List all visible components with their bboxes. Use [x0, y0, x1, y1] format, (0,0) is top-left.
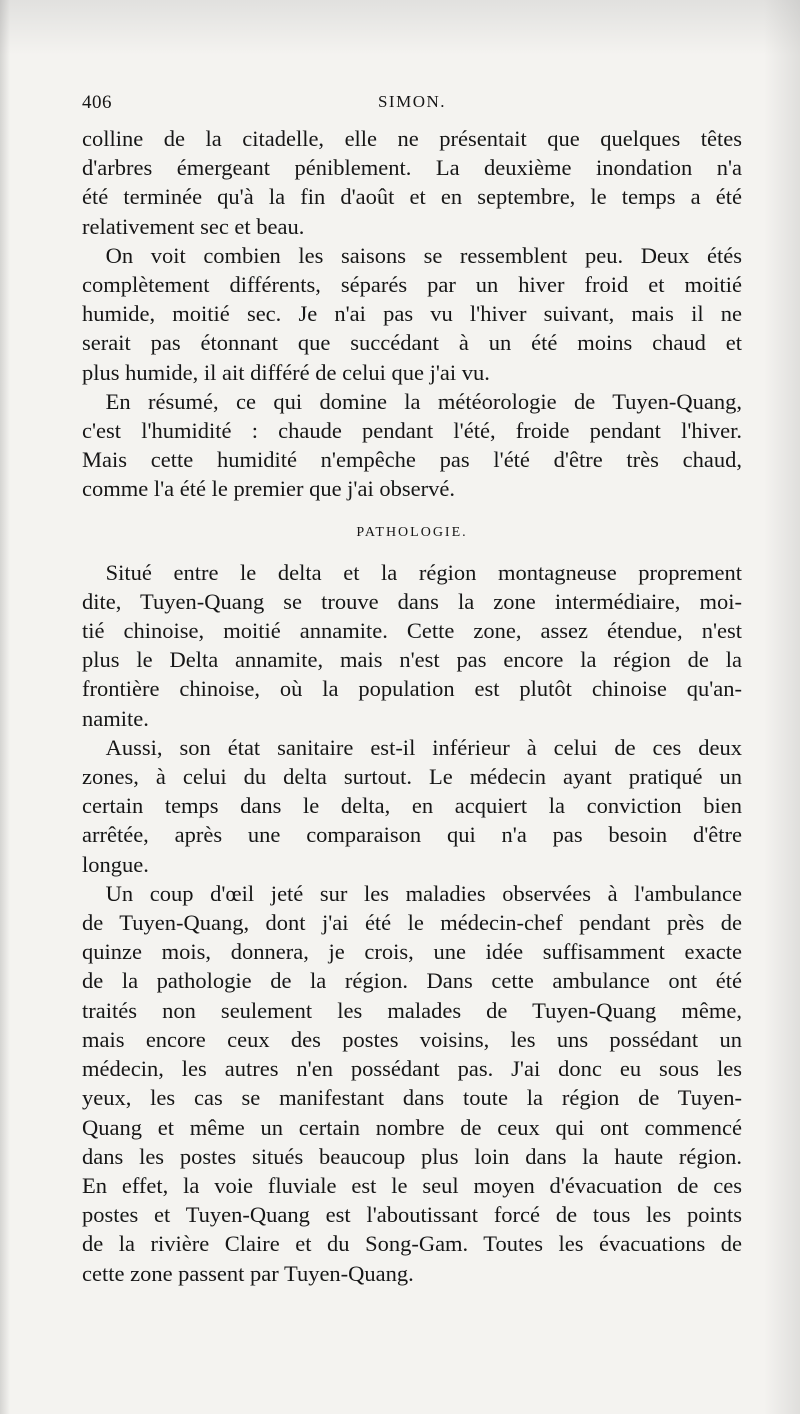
text-line: En résumé, ce qui domine la météorologie de Tuyen-Quang, — [105, 388, 742, 414]
text-line: mais encore ceux des postes voisins, les uns possédant un — [82, 1026, 742, 1052]
text-line: yeux, les cas se manifestant dans toute la région de Tuyen- — [82, 1085, 742, 1111]
text-line: Quang et même un certain nombre de ceux qui ont commencé — [82, 1114, 742, 1140]
paragraph — [82, 879, 742, 1288]
text-line: c'est l'humidité : chaude pendant l'été, froide pendant l'hiver. — [82, 418, 742, 444]
text-line: certain temps dans le delta, en acquiert la conviction bien — [82, 793, 742, 819]
paragraphs-before-heading — [82, 124, 742, 504]
running-title: SIMON. — [377, 92, 447, 111]
text-line: traités non seulement les malades de Tuyen-Quang même, — [82, 997, 742, 1023]
paragraph — [82, 387, 742, 504]
page-left-shadow — [0, 0, 10, 1414]
text-line: quinze mois, donnera, je crois, une idée suffisamment exacte — [82, 939, 742, 965]
text-line: de Tuyen-Quang, dont j'ai été le médecin-chef pendant près de — [82, 910, 742, 936]
text-line: humide, moitié sec. Je n'ai pas vu l'hiver suivant, mais il ne — [82, 301, 742, 327]
text-line: Aussi, son état sanitaire est-il inférieur à celui de ces deux — [105, 734, 742, 760]
text-line: relativement sec et beau. — [82, 213, 305, 239]
paragraph — [82, 241, 742, 387]
page-right-shadow — [764, 0, 800, 1414]
paragraph — [82, 733, 742, 879]
paragraph — [82, 558, 742, 733]
text-line: dite, Tuyen-Quang se trouve dans la zone intermédiaire, moi- — [82, 588, 742, 614]
text-line: Situé entre le delta et la région montagneuse proprement — [105, 559, 742, 585]
text-line: comme l'a été le premier que j'ai observé. — [82, 476, 455, 502]
text-line: plus humide, il ait différé de celui que j'ai vu. — [82, 359, 490, 385]
text-line: Un coup d'œil jeté sur les maladies observées à l'ambulance — [105, 880, 742, 906]
text-line: serait pas étonnant que succédant à un été moins chaud et — [82, 330, 742, 356]
paragraph — [82, 124, 742, 241]
text-line: zones, à celui du delta surtout. Le médecin ayant pratiqué un — [82, 764, 742, 790]
text-line: été terminée qu'à la fin d'août et en septembre, le temps a été — [82, 184, 742, 210]
text-line: colline de la citadelle, elle ne présentait que quelques têtes — [82, 126, 742, 151]
body-text — [82, 124, 742, 1288]
text-line: arrêtée, après une comparaison qui n'a pas besoin d'être — [82, 822, 742, 848]
text-line: longue. — [82, 851, 149, 877]
text-line: d'arbres émergeant péniblement. La deuxième inondation n'a — [82, 155, 742, 181]
page-number: 406 — [82, 92, 112, 113]
text-line: En effet, la voie fluviale est le seul moyen d'évacuation de ces — [82, 1172, 742, 1198]
text-line: tié chinoise, moitié annamite. Cette zone, assez étendue, n'est — [82, 618, 742, 644]
text-line: namite. — [82, 705, 149, 731]
page-header — [82, 92, 742, 118]
text-line: médecin, les autres n'en possédant pas. J'ai donc eu sous les — [82, 1056, 742, 1082]
text-line: frontière chinoise, où la population est plutôt chinoise qu'an- — [82, 676, 742, 702]
text-line: Mais cette humidité n'empêche pas l'été d'être très chaud, — [82, 447, 742, 473]
text-line: postes et Tuyen-Quang est l'aboutissant forcé de tous les points — [82, 1202, 742, 1228]
text-line: de la pathologie de la région. Dans cette ambulance ont été — [82, 968, 742, 994]
text-line: plus le Delta annamite, mais n'est pas encore la région de la — [82, 647, 742, 673]
text-line: de la rivière Claire et du Song-Gam. Toutes les évacuations de — [82, 1231, 742, 1257]
section-heading: PATHOLOGIE. — [356, 524, 468, 540]
paragraphs-after-heading — [82, 558, 742, 1288]
text-line: dans les postes situés beaucoup plus loin dans la haute région. — [82, 1143, 742, 1169]
text-line: On voit combien les saisons se ressemblent peu. Deux étés — [105, 242, 742, 268]
text-line: complètement différents, séparés par un hiver froid et moitié — [82, 272, 742, 298]
text-line: cette zone passent par Tuyen-Quang. — [82, 1260, 414, 1286]
